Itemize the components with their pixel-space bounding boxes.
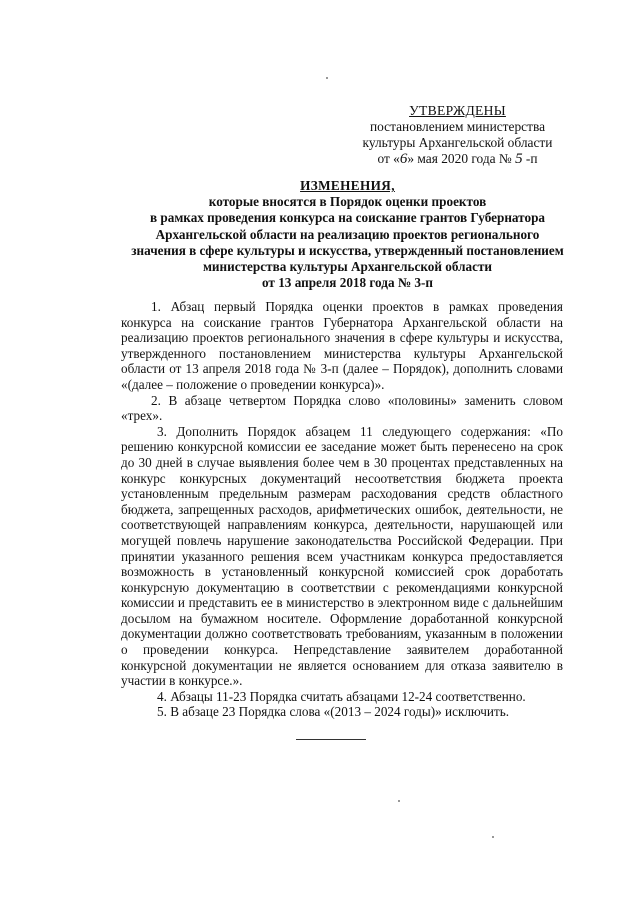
paragraph-3: 3. Дополнить Порядок абзацем 11 следующего содержания: «По решению конкурсной комиссии ее заседание может быть перенесено на срок до 30 дней в случае выявления более чем в 30 процентах представленных на конкурс конкурсных документаций несоответствия бюджета проекта установленным предельным размерам расходования средств областного бюджета, запрещенных расходов, арифметических ошибок, деятельности, не соответствующей направлениям конкурса, деятельности, нарушающей или могущей повлечь нарушение законодательства Российской Федерации. При принятии указанного решения всем участникам конкурса предоставляется возможность в установленный конкурсной комиссией срок доработать конкурсную документацию в соответствии с рекомендациями конкурсной комиссии и представить ее в министерство в электронном виде с дальнейшим досылом на бумажном носителе. Оформление доработанной конкурсной документации должно соответствовать требованиям, указанным в положении о проведении конкурса. Непредставление заявителем доработанной конкурсной документации не является основанием для отказа заявителю в участии в конкурсе.». [121,423,563,689]
paragraph-5: 5. В абзаце 23 Порядка слова «(2013 – 2024 годы)» исключить. [157,704,510,720]
approval-date: от «6» мая 2020 года № 5 -п [377,151,538,167]
paragraph-2: 2. В абзаце четвертом Порядка слово «половины» заменить словом «трех». [121,392,563,424]
scan-speck [492,836,494,838]
title-heading: ИЗМЕНЕНИЯ, [300,178,395,193]
approval-line-1: постановлением министерства [369,119,546,134]
handwritten-day: 6 [399,151,408,167]
document-title [115,178,580,291]
title-line: значения в сфере культуры и искусства, утвержденный постановлением [131,242,564,258]
title-line: которые вносятся в Порядок оценки проектов [208,194,487,210]
document-body [121,299,563,720]
end-divider [296,739,366,740]
title-line: министерства культуры Архангельской области [202,259,493,275]
paragraph-1: 1. Абзац первый Порядка оценки проектов в рамках проведения конкурса на соискание грантов Губернатора Архангельской области на реализацию проектов регионального значения в сфере культуры и искусства, утвержденного постановлением министерства культуры Архангельской области от 13 апреля 2018 года № 3-п (далее – Порядок), дополнить словами «(далее – положение о проведении конкурса)». [121,299,563,392]
title-line: от 13 апреля 2018 года № 3-п [262,275,433,291]
scan-speck [326,77,328,79]
approval-stamp [355,103,560,167]
paragraph-4: 4. Абзацы 11-23 Порядка считать абзацами 12-24 соответственно. [157,688,526,704]
handwritten-number: 5 [515,151,523,167]
approval-line-2: культуры Архангельской области [362,135,553,150]
scan-speck [398,800,400,802]
title-line: в рамках проведения конкурса на соискание грантов Губернатора [149,210,546,226]
approval-heading: УТВЕРЖДЕНЫ [409,103,506,118]
title-line: Архангельской области на реализацию проектов регионального [155,226,540,242]
